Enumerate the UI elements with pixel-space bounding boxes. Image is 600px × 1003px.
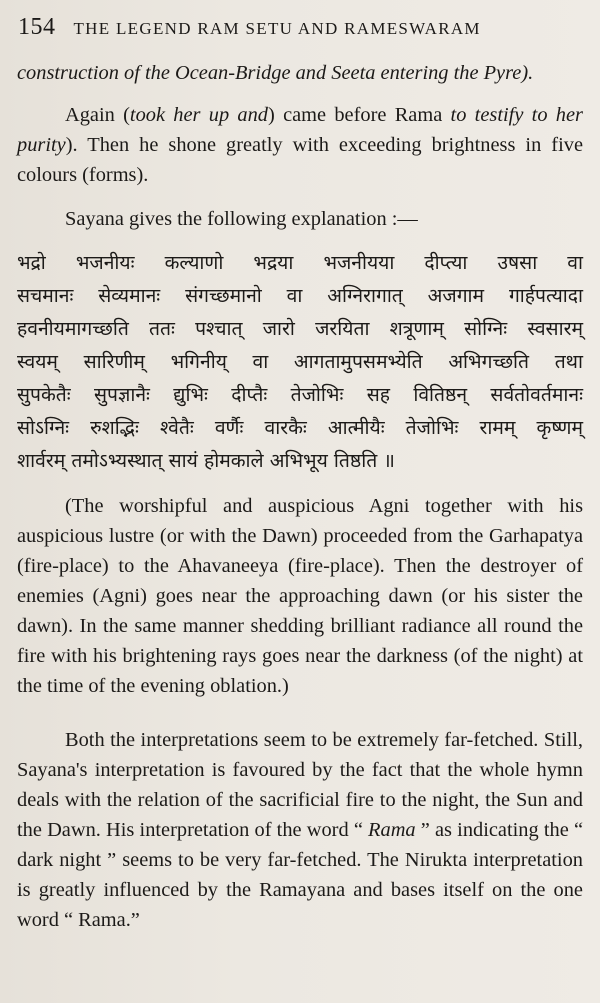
paragraph-sayana-intro: Sayana gives the following explanation :— — [65, 208, 418, 230]
paragraph-continuation: construction of the Ocean-Bridge and Seeta entering the Pyre). — [17, 62, 534, 84]
sanskrit-verse — [17, 246, 583, 477]
sanskrit-line: सचमानः सेव्यमानः संगच्छमानो वा अग्निरागात् अजगाम गार्हपत्यादा — [17, 284, 583, 307]
italic-segment: to testify to her purity — [17, 104, 583, 156]
sanskrit-line: भद्रो भजनीयः कल्याणो भद्रया भजनीयया दीप्त्या उषसा वा — [17, 251, 583, 274]
text-segment: ). Then he shone greatly with exceeding brightness in five colours (forms). — [17, 134, 583, 186]
paragraph-interpretations — [17, 725, 583, 935]
running-title: THE LEGEND RAM SETU AND RAMESWARAM — [73, 19, 481, 38]
italic-segment: took her up and — [129, 104, 268, 126]
text-segment: Again ( — [65, 104, 130, 126]
page-header — [18, 14, 588, 48]
sanskrit-line: सुपकेतैः सुपज्ञानैः द्युभिः दीप्तैः तेजोभिः सह वितिष्ठन् सर्वतोवर्तमानः — [17, 383, 583, 406]
text-segment: ” as indicating the “ dark night ” seems to be very far-fetched. The Nirukta interpretation is greatly influenced by the Ramayana and bases itself on the one word “ Rama.” — [17, 819, 583, 931]
text-segment: ) came before Rama — [268, 104, 451, 126]
sanskrit-line: हवनीयमागच्छति ततः पश्चात् जारो जरयिता शत्रूणाम् सोग्निः स्वसारम् — [17, 317, 583, 340]
sanskrit-line: सोऽग्निः रुशद्भिः श्वेतैः वर्णैः वारकैः आत्मीयैः तेजोभिः रामम् कृष्णम् — [17, 416, 583, 439]
text-segment: Both the interpretations seem to be extremely far-fetched. Still, Sayana's interpretation is favoured by the fact that the whole hymn deals with the relation of the sacrificial fire to the night, the Sun and the Dawn. His interpretation of the word “ — [17, 729, 583, 841]
paragraph-translation: (The worshipful and auspicious Agni together with his auspicious lustre (or with the Dawn) proceeded from the Garhapatya (fire-place) to the Ahavaneeya (fire-place). Then the destroyer of enemies (Agni) goes near the approaching dawn (or his sister the dawn). In the same manner shedding brilliant radiance all round the fire with his brightening rays goes near the darkness (of the night) at the time of the evening oblation.) — [17, 495, 583, 697]
sanskrit-line: स्वयम् सारिणीम् भगिनीय् वा आगतामुपसमभ्येति अभिगच्छति तथा — [17, 350, 583, 373]
paragraph-rama-testify — [17, 100, 583, 190]
page-body — [17, 58, 583, 935]
page-number: 154 — [18, 14, 56, 40]
sanskrit-line: शार्वरम् तमोऽभ्यस्थात् सायं होमकाले अभिभूय तिष्ठति ॥ — [17, 449, 395, 472]
italic-segment: Rama — [368, 819, 416, 841]
